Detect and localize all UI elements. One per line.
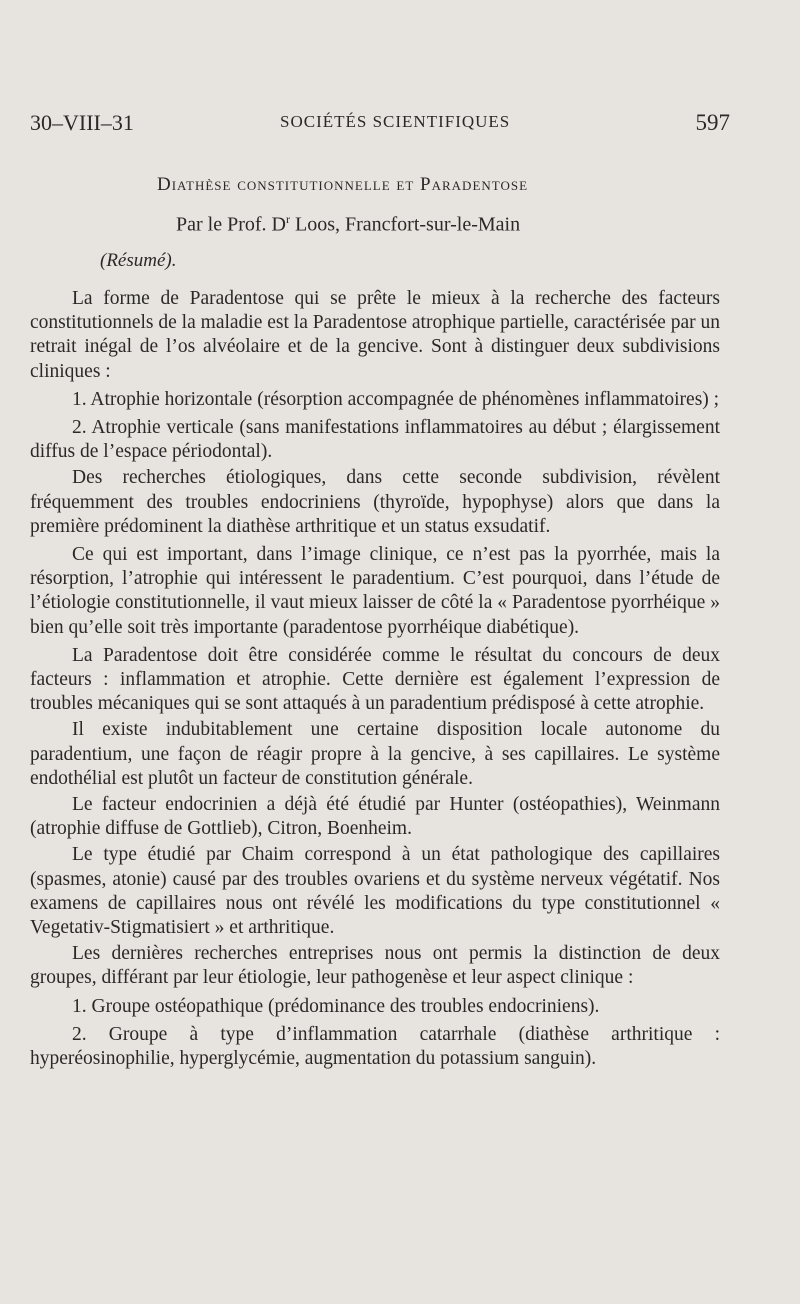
paragraph: La forme de Paradentose qui se prête le mieux à la recherche des facteurs constitutionnels de la maladie est la Paradentose atrophique partielle, caractérisée par un retrait inégal de l’os alvéolaire et de la gencive. Sont à distinguer deux subdivisions cliniques :	[30, 288, 720, 382]
paragraph: Des recherches étiologiques, dans cette seconde subdivision, révèlent fréquemment des troubles endocriniens (thyroïde, hypophyse) alors que dans la première prédominent la diathèse arthritique et un status exsudatif.	[30, 467, 720, 537]
paragraph: 1. Atrophie horizontale (résorption accompagnée de phénomènes inflammatoires) ;	[72, 388, 720, 410]
header-date: 30–VIII–31	[30, 110, 134, 135]
byline-superscript: r	[285, 212, 290, 226]
paragraph: 2. Groupe à type d’inflammation catarrhale (diathèse arthritique : hyperéosinophilie, hyperglycémie, augmentation du potassium sanguin).	[30, 1023, 720, 1070]
page-number: 597	[695, 110, 730, 135]
paragraph: Ce qui est important, dans l’image clinique, ce n’est pas la pyorrhée, mais la résorption, l’atrophie qui intéressent le paradentium. C’est pourquoi, dans l’étude de l’étiologie constitutionnelle, il vaut mieux laisser de côté la « Paradentose pyorrhéique » bien qu’elle soit très importante (paradentose pyorrhéique diabétique).	[30, 544, 720, 638]
paragraph: 2. Atrophie verticale (sans manifestations inflammatoires au début ; élargissement diffus de l’espace périodontal).	[30, 417, 720, 463]
paragraph: Il existe indubitablement une certaine disposition locale autonome du paradentium, une façon de réagir propre à la gencive, à ses capillaires. Le système endothélial est plutôt un facteur de constitution générale.	[30, 719, 720, 789]
paragraph: 1. Groupe ostéopathique (prédominance des troubles endocriniens).	[72, 995, 600, 1017]
paragraph: Le type étudié par Chaim correspond à un état pathologique des capillaires (spasmes, atonie) causé par des troubles ovariens et du système nerveux végétatif. Nos examens de capillaires nous ont révélé les modifications du type constitutionnel « Vegetativ-Stigmatisiert » et arthritique.	[30, 844, 720, 939]
resume-label: (Résumé).	[100, 250, 177, 271]
paragraph: Les dernières recherches entreprises nous ont permis la distinction de deux groupes, différant par leur étiologie, leur pathogenèse et leur aspect clinique :	[30, 943, 720, 989]
byline-author-place: Loos, Francfort-sur-le-Main	[289, 213, 521, 236]
article-title: Diathèse constitutionnelle et Paradentose	[157, 174, 529, 195]
paragraph: La Paradentose doit être considérée comme le résultat du concours de deux facteurs : inflammation et atrophie. Cette dernière est également l’expression de troubles mécaniques qui se sont attaqués à un paradentium prédisposé à cette atrophie.	[30, 644, 720, 715]
paragraph: Le facteur endocrinien a déjà été étudié par Hunter (ostéopathies), Weinmann (atrophie diffuse de Gottlieb), Citron, Boenheim.	[30, 794, 720, 840]
article-body	[30, 287, 720, 1073]
running-header	[30, 110, 730, 140]
byline-prefix: Par le Prof. D	[176, 213, 286, 236]
header-section-title: SOCIÉTÉS SCIENTIFIQUES	[280, 112, 511, 131]
article-byline	[176, 212, 520, 237]
